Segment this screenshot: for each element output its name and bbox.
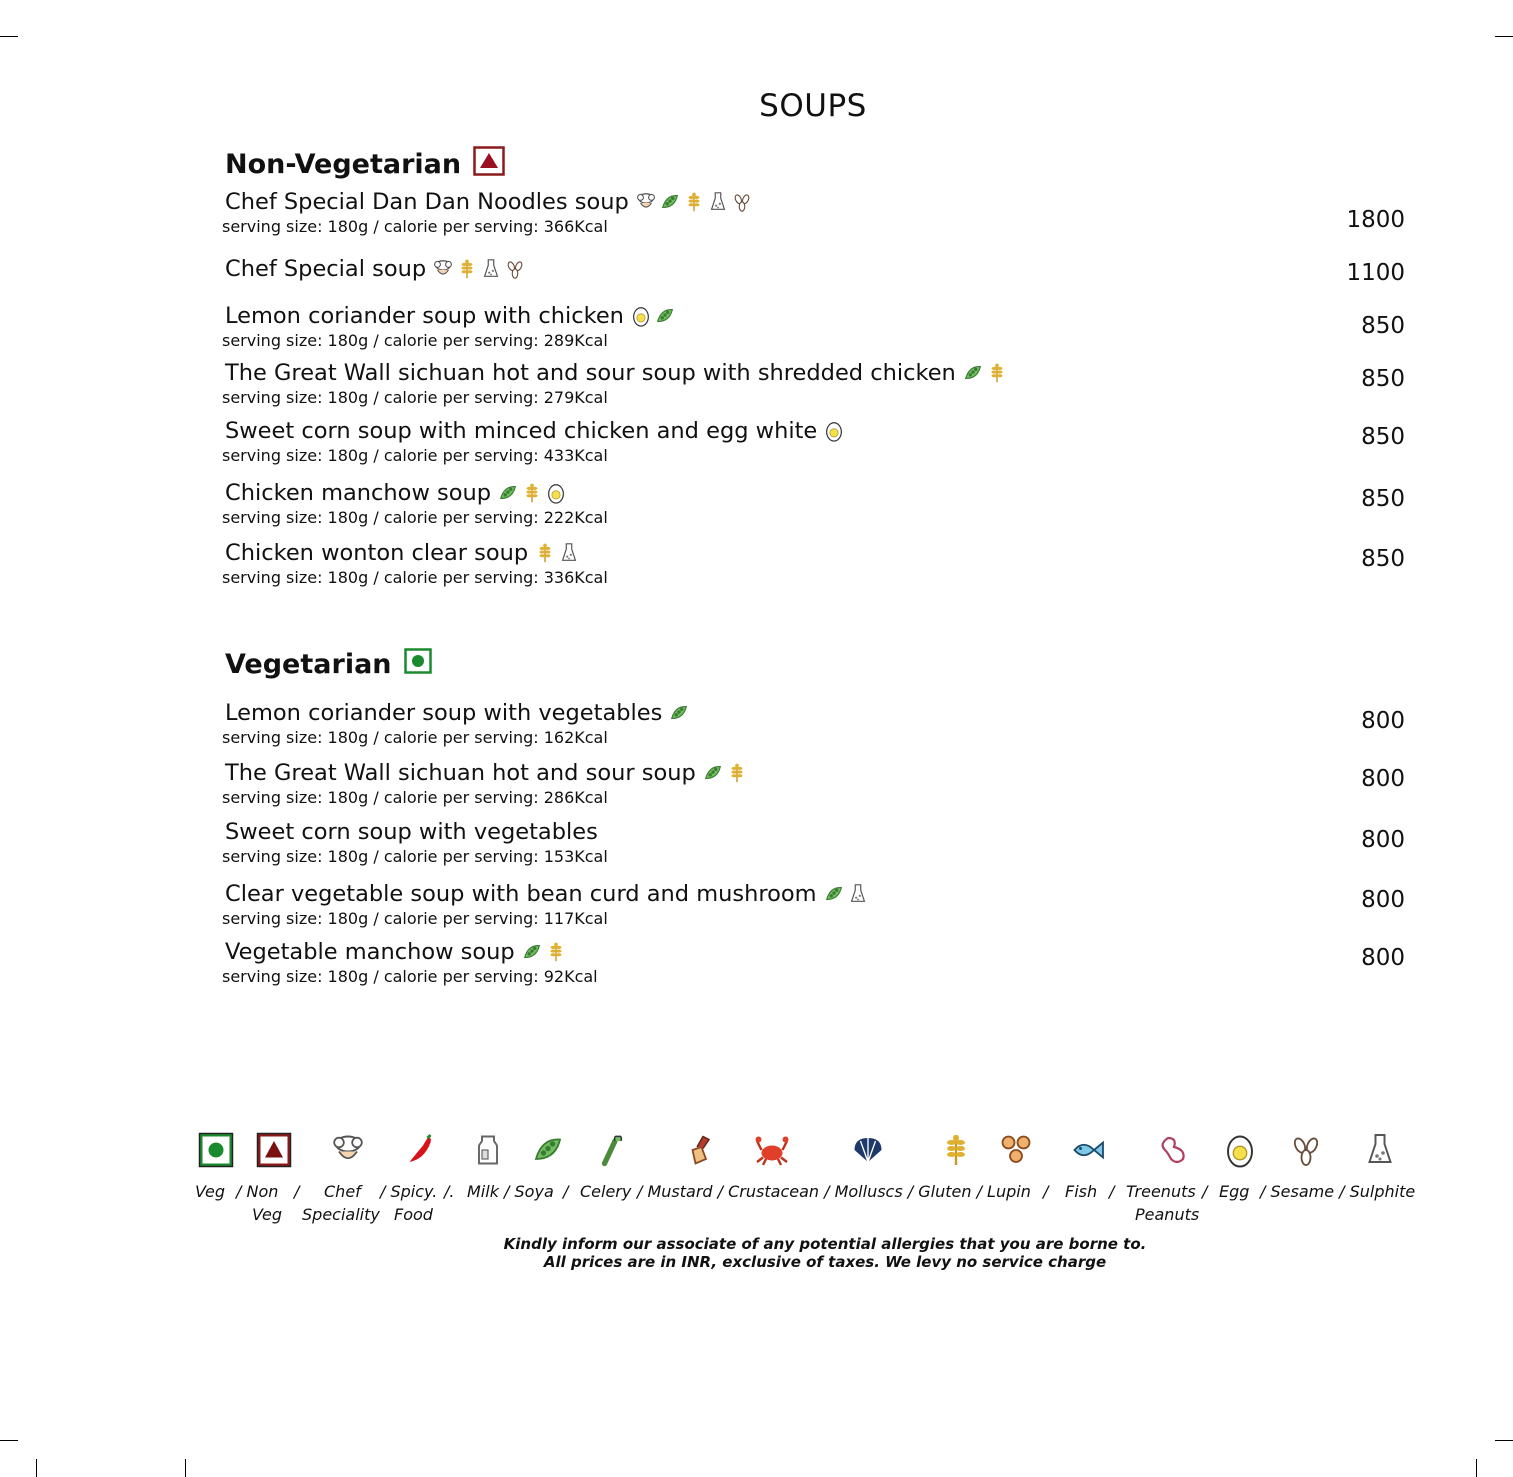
menu-item-serving-info: serving size: 180g / calorie per serving: 336Kcal xyxy=(222,568,608,587)
egg-icon xyxy=(823,420,845,442)
menu-item-serving-info: serving size: 180g / calorie per serving: 289Kcal xyxy=(222,331,608,350)
gluten-icon xyxy=(545,941,567,963)
gluten-icon xyxy=(726,762,748,784)
menu-item xyxy=(222,939,1405,986)
crop-mark xyxy=(185,1459,186,1477)
menu-item xyxy=(222,881,1405,928)
menu-item-name: Vegetable manchow soup xyxy=(225,939,515,965)
menu-item-serving-info: serving size: 180g / calorie per serving: 222Kcal xyxy=(222,508,608,527)
crop-mark xyxy=(1495,36,1513,37)
crustacean-icon xyxy=(754,1132,794,1176)
menu-item-name-row xyxy=(225,189,1405,215)
sulphite-icon xyxy=(707,191,729,213)
legend-label: Chef xyxy=(324,1182,361,1201)
chilli-icon xyxy=(402,1132,442,1176)
legend-label: Speciality xyxy=(302,1205,380,1224)
menu-item-name: Chef Special soup xyxy=(225,256,427,282)
legend-label: /. xyxy=(444,1182,455,1201)
egg-icon xyxy=(1222,1132,1262,1176)
menu-item-name-row xyxy=(225,881,1405,907)
menu-item-name-row xyxy=(225,360,1405,386)
menu-item-name: The Great Wall sichuan hot and sour soup xyxy=(225,760,696,786)
menu-item-serving-info: serving size: 180g / calorie per serving: 286Kcal xyxy=(222,788,608,807)
menu-item-name: Sweet corn soup with vegetables xyxy=(225,819,598,845)
legend-label: / xyxy=(1202,1182,1208,1201)
menu-item-price: 800 xyxy=(1361,766,1405,792)
legend-label: / Mustard / Crustacean / Molluscs / Gluten / Lupin xyxy=(637,1182,1031,1201)
menu-item-serving-info: serving size: 180g / calorie per serving: 279Kcal xyxy=(222,388,608,407)
egg-icon xyxy=(545,482,567,504)
menu-item-name: Lemon coriander soup with vegetables xyxy=(225,700,663,726)
menu-item-price: 1100 xyxy=(1346,260,1405,286)
menu-item-serving-info: serving size: 180g / calorie per serving: 162Kcal xyxy=(222,728,608,747)
gluten-icon xyxy=(683,191,705,213)
menu-item-price: 850 xyxy=(1361,424,1405,450)
fish-icon xyxy=(1070,1132,1110,1176)
soya-icon xyxy=(823,883,845,905)
menu-item xyxy=(222,360,1405,407)
section-heading-label: Vegetarian xyxy=(225,649,392,680)
menu-item-name: Chicken manchow soup xyxy=(225,480,492,506)
veg-icon xyxy=(198,1132,238,1176)
menu-item-serving-info: serving size: 180g / calorie per serving: 366Kcal xyxy=(222,217,608,236)
menu-item xyxy=(222,819,1405,866)
legend-label: / Non xyxy=(236,1182,279,1201)
non-veg-icon xyxy=(473,146,505,183)
chef-speciality-icon xyxy=(330,1132,370,1176)
menu-item-price: 800 xyxy=(1361,887,1405,913)
menu-item-price: 850 xyxy=(1361,366,1405,392)
menu-item xyxy=(222,760,1405,807)
legend-label: Milk / Soya xyxy=(467,1182,554,1201)
gluten-icon xyxy=(521,482,543,504)
legend-label: / xyxy=(1043,1182,1049,1201)
menu-item xyxy=(222,418,1405,465)
menu-item-name-row xyxy=(225,256,1405,282)
pricing-note: All prices are in INR, exclusive of taxes. We levy no service charge xyxy=(543,1253,1107,1271)
legend-label: Fish xyxy=(1065,1182,1098,1201)
menu-item-name-row xyxy=(225,540,1405,566)
menu-item-name: Chicken wonton clear soup xyxy=(225,540,529,566)
peanuts-icon xyxy=(1156,1132,1196,1176)
crop-mark xyxy=(0,1440,18,1441)
menu-item-price: 850 xyxy=(1361,486,1405,512)
non-veg-icon xyxy=(256,1132,296,1176)
menu-item-price: 800 xyxy=(1361,945,1405,971)
sesame-icon xyxy=(731,191,753,213)
menu-item-serving-info: serving size: 180g / calorie per serving: 117Kcal xyxy=(222,909,608,928)
menu-item-name-row xyxy=(225,939,1405,965)
menu-item-price: 1800 xyxy=(1346,207,1405,233)
menu-item-price: 850 xyxy=(1361,313,1405,339)
legend-label: Celery xyxy=(580,1182,632,1201)
menu-item-serving-info: serving size: 180g / calorie per serving: 433Kcal xyxy=(222,446,608,465)
legend-label: Veg xyxy=(252,1205,283,1224)
menu-item-price: 850 xyxy=(1361,546,1405,572)
sesame-icon xyxy=(504,258,526,280)
lupin-icon xyxy=(998,1132,1038,1176)
veg-icon xyxy=(404,648,432,681)
menu-item xyxy=(225,256,1405,286)
soya-icon xyxy=(497,482,519,504)
crop-mark xyxy=(36,1459,37,1477)
mustard-icon xyxy=(682,1132,722,1176)
menu-item-name-row xyxy=(225,480,1405,506)
chef-speciality-icon xyxy=(432,258,454,280)
soya-icon xyxy=(654,305,676,327)
menu-item xyxy=(222,700,1405,747)
section-heading-label: Non-Vegetarian xyxy=(225,149,462,180)
legend-label: / Spicy. xyxy=(380,1182,438,1201)
crop-mark xyxy=(1495,1440,1513,1441)
menu-item-serving-info: serving size: 180g / calorie per serving: 153Kcal xyxy=(222,847,608,866)
crop-mark xyxy=(0,36,18,37)
page-title: SOUPS xyxy=(759,88,867,124)
menu-item xyxy=(222,303,1405,350)
soya-icon xyxy=(668,702,690,724)
menu-item-name: Chef Special Dan Dan Noodles soup xyxy=(225,189,629,215)
menu-item-name-row xyxy=(225,819,1405,845)
menu-item-name-row xyxy=(225,418,1405,444)
menu-item-name: Sweet corn soup with minced chicken and egg white xyxy=(225,418,818,444)
menu-item-name: Lemon coriander soup with chicken xyxy=(225,303,624,329)
menu-item-name-row xyxy=(225,760,1405,786)
soya-icon xyxy=(530,1132,570,1176)
menu-item-name: The Great Wall sichuan hot and sour soup with shredded chicken xyxy=(225,360,956,386)
gluten-icon xyxy=(986,362,1008,384)
menu-item-price: 800 xyxy=(1361,827,1405,853)
menu-item-name: Clear vegetable soup with bean curd and mushroom xyxy=(225,881,817,907)
celery-icon xyxy=(594,1132,634,1176)
menu-item-serving-info: serving size: 180g / calorie per serving: 92Kcal xyxy=(222,967,598,986)
legend-label: Food xyxy=(394,1205,433,1224)
chef-speciality-icon xyxy=(635,191,657,213)
menu-item-name-row xyxy=(225,700,1405,726)
section-heading-non-veg xyxy=(225,146,505,183)
legend-label: / xyxy=(1109,1182,1115,1201)
menu-item xyxy=(222,189,1405,236)
soya-icon xyxy=(659,191,681,213)
gluten-icon xyxy=(534,542,556,564)
crop-mark xyxy=(1476,1459,1477,1477)
legend-label: / Sesame / Sulphite xyxy=(1260,1182,1416,1201)
sulphite-icon xyxy=(558,542,580,564)
gluten-icon xyxy=(456,258,478,280)
legend-label: / xyxy=(563,1182,569,1201)
allergy-note: Kindly inform our associate of any potential allergies that you are borne to. xyxy=(503,1235,1147,1253)
legend-label: Veg xyxy=(195,1182,226,1201)
soya-icon xyxy=(962,362,984,384)
gluten-icon xyxy=(938,1132,978,1176)
soya-icon xyxy=(521,941,543,963)
section-heading-veg xyxy=(225,648,432,681)
legend-label: Egg xyxy=(1219,1182,1250,1201)
molluscs-icon xyxy=(850,1132,890,1176)
sulphite-icon xyxy=(847,883,869,905)
menu-item xyxy=(222,540,1405,587)
egg-icon xyxy=(630,305,652,327)
milk-icon xyxy=(470,1132,510,1176)
legend-label: Treenuts xyxy=(1126,1182,1196,1201)
sesame-icon xyxy=(1288,1132,1328,1176)
allergen-legend xyxy=(190,1132,1425,1232)
legend-label: Peanuts xyxy=(1135,1205,1200,1224)
soya-icon xyxy=(702,762,724,784)
menu-item-price: 800 xyxy=(1361,708,1405,734)
menu-item xyxy=(222,480,1405,527)
menu-item-name-row xyxy=(225,303,1405,329)
legend-label: / xyxy=(294,1182,300,1201)
sulphite-icon xyxy=(480,258,502,280)
sulphite-icon xyxy=(1362,1132,1402,1176)
